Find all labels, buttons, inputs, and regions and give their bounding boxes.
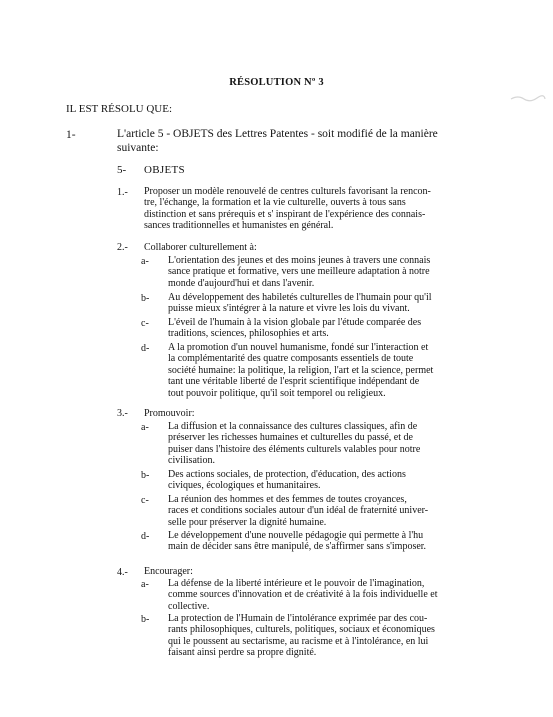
item-letter: c- [141, 318, 149, 329]
list-item [168, 469, 406, 492]
item-line: collective. [168, 600, 210, 612]
item-line: civilisation. [168, 455, 215, 467]
item-letter: b- [141, 614, 150, 625]
item-line: A la promotion d'un nouvel humanisme, fondé sur l'interaction et [168, 342, 429, 353]
item-line: société humaine: la politique, la religion, l'art et la science, permet [168, 364, 434, 376]
item-line: faisant ainsi perdre sa propre dignité. [168, 647, 317, 659]
item-line: traditions, sciences, philosophies et arts. [168, 328, 329, 340]
item-letter: d- [141, 343, 150, 354]
page-title: RÉSOLUTION Nº 3 [229, 77, 324, 88]
objets-heading: OBJETS [144, 164, 185, 176]
item-letter: a- [141, 422, 149, 433]
item-line: sance pratique et formative, vers une meilleure adaptation à notre [168, 266, 430, 278]
list-item [168, 421, 420, 467]
item-letter: b- [141, 293, 150, 304]
item-line: qui le poussent au sectarisme, au racisme et à l'intolérance, en lui [168, 635, 429, 647]
item-letter: a- [141, 579, 149, 590]
section-text [144, 408, 195, 419]
section-text [144, 242, 257, 253]
item-line: races et conditions sociales autour d'un idéal de fraternité univer- [168, 505, 429, 517]
item-line: puiser dans l'histoire des éléments culturels valables pour notre [168, 443, 421, 455]
section-line: distinction et sans prérequis et s' inspirant de l'expérience des connais- [144, 208, 426, 220]
item-line: préserver les richesses humaines et culturelles du passé, et de [168, 432, 413, 444]
item-letter: a- [141, 256, 149, 267]
list-item [168, 494, 428, 528]
section-text [144, 186, 431, 232]
section-line: Collaborer culturellement à: [144, 242, 257, 253]
item-letter: d- [141, 531, 150, 542]
item-line: La défense de la liberté intérieure et le pouvoir de l'imagination, [168, 578, 425, 589]
section-number: 2.- [117, 242, 128, 253]
article-text [117, 127, 438, 155]
item-line: civiques, écologiques et humanitaires. [168, 480, 321, 492]
item-line: la complémentarité des quatre composants essentiels de toute [168, 353, 414, 365]
item-line: tout pouvoir politique, qu'il soit temporel ou religieux. [168, 387, 386, 399]
list-item [168, 255, 430, 289]
list-item [168, 317, 421, 340]
section-number: 1.- [117, 187, 128, 198]
list-item [168, 613, 435, 659]
section-line: Encourager: [144, 566, 193, 577]
list-item [168, 578, 438, 612]
item-line: comme sources d'innovation et de créativité à la fois individuelle et [168, 589, 438, 601]
item-line: rants philosophiques, culturels, politiques, sociaux et économiques [168, 624, 435, 636]
article-line: suivante: [117, 142, 159, 154]
article-line: L'article 5 - OBJETS des Lettres Patentes - soit modifié de la manière [117, 128, 438, 140]
list-item [168, 530, 426, 553]
objets-number: 5- [117, 164, 127, 176]
item-line: selle pour préserver la dignité humaine. [168, 516, 327, 528]
section-line: sances traditionnelles et humanistes en général. [144, 220, 334, 232]
list-item [168, 292, 432, 315]
section-number: 3.- [117, 408, 128, 419]
item-letter: b- [141, 470, 150, 481]
item-letter: c- [141, 495, 149, 506]
item-line: La diffusion et la connaissance des cultures classiques, afin de [168, 421, 418, 432]
item-line: Au développement des habiletés culturelles de l'humain pour qu'il [168, 292, 432, 303]
item-line: La protection de l'Humain de l'intolérance exprimée par des cou- [168, 613, 428, 624]
item-line: Des actions sociales, de protection, d'éducation, des actions [168, 469, 406, 480]
section-number: 4.- [117, 567, 128, 578]
item-line: puisse mieux s'intégrer à la nature et vivre les lois du vivant. [168, 303, 410, 315]
section-line: Promouvoir: [144, 408, 195, 419]
item-line: monde d'aujourd'hui et dans l'avenir. [168, 277, 315, 289]
item-line: Le développement d'une nouvelle pédagogie qui permette à l'hu [168, 530, 424, 541]
item-line: L'éveil de l'humain à la vision globale par l'étude comparée des [168, 317, 422, 328]
section-line: tre, l'échange, la formation et la vie culturelle, ouverts à tous sans [144, 197, 406, 209]
item-line: La réunion des hommes et des femmes de toutes croyances, [168, 494, 407, 505]
item-line: tant une véritable liberté de l'esprit scientifique indépendant de [168, 376, 420, 388]
article-number: 1- [66, 129, 76, 141]
scan-smudge-icon [510, 93, 546, 103]
section-line: Proposer un modèle renouvelé de centres culturels favorisant la rencon- [144, 186, 431, 197]
section-text [144, 566, 193, 577]
item-line: L'orientation des jeunes et des moins jeunes à travers une connais [168, 255, 431, 266]
item-line: main de décider sans être manipulé, de s'affirmer sans s'imposer. [168, 541, 427, 553]
resolved-heading: IL EST RÉSOLU QUE: [66, 103, 173, 115]
list-item [168, 342, 433, 399]
